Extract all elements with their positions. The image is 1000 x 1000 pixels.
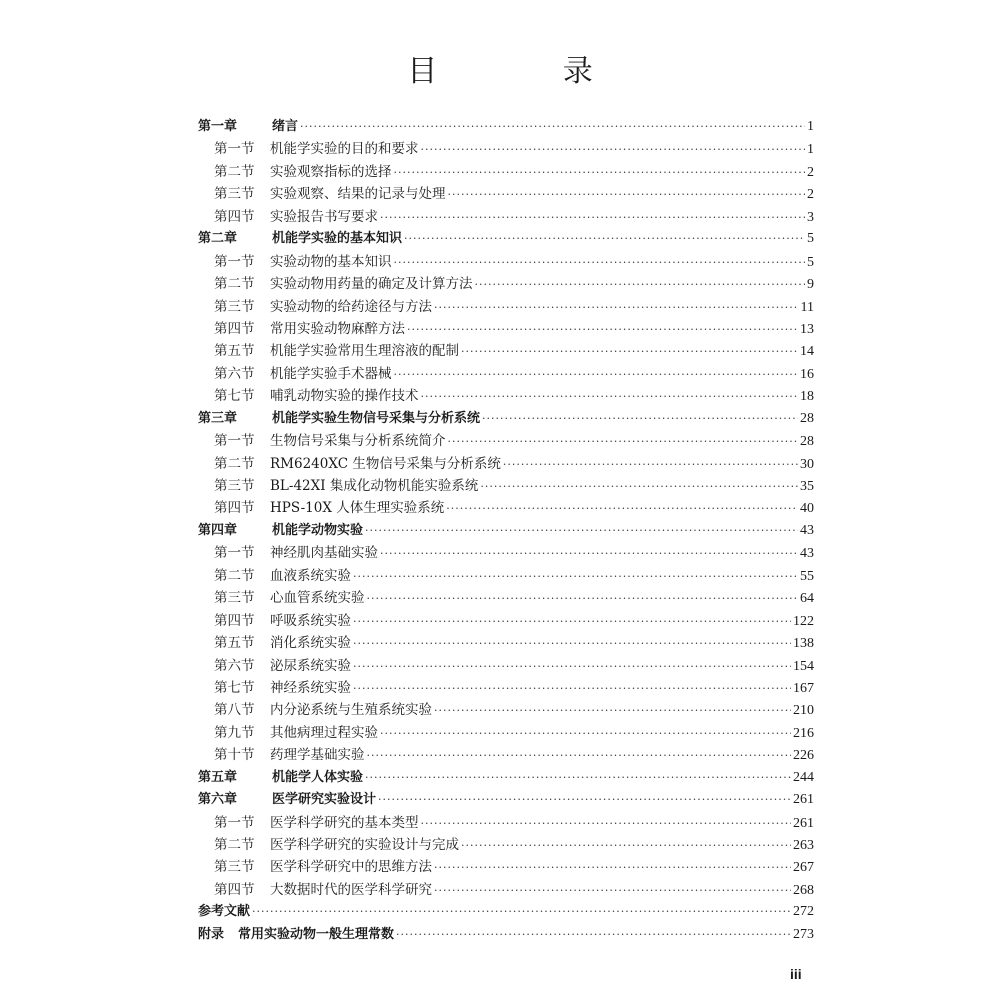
toc-chapter-entry[interactable] xyxy=(198,228,814,250)
toc-entry-number: 第二章 xyxy=(198,231,238,247)
toc-section-entry[interactable] xyxy=(198,722,814,744)
toc-entry-page: 210 xyxy=(793,703,814,719)
toc-entry-number: 第十节 xyxy=(214,747,255,764)
dot-leader xyxy=(434,880,791,902)
toc-section-entry[interactable] xyxy=(198,340,814,362)
toc-entry-number: 第一节 xyxy=(214,141,255,158)
toc-entry-title: 实验报告书写要求 xyxy=(270,208,378,225)
toc-entry-page: 2 xyxy=(807,187,814,203)
toc-entry-page: 261 xyxy=(793,815,814,831)
toc-entry-title: 呼吸系统实验 xyxy=(270,612,351,629)
toc-entry-title: 绪言 xyxy=(272,119,299,134)
toc-entry-number: 第四节 xyxy=(214,881,255,898)
dot-leader xyxy=(367,588,799,610)
toc-section-entry[interactable] xyxy=(198,812,814,834)
toc-entry-title: 消化系统实验 xyxy=(270,635,351,652)
dot-leader xyxy=(407,319,798,341)
toc-entry-title: 哺乳动物实验的操作技术 xyxy=(270,388,419,405)
toc-section-entry[interactable] xyxy=(198,856,814,878)
dot-leader xyxy=(394,364,799,386)
toc-entry-title: 医学研究实验设计 xyxy=(272,792,377,808)
toc-entry-title: 机能学实验的基本知识 xyxy=(272,231,403,247)
toc-entry-page: 154 xyxy=(793,658,814,674)
dot-leader xyxy=(394,252,806,274)
toc-entry-number: 第一节 xyxy=(214,814,255,831)
toc-entry-page: 267 xyxy=(793,860,814,876)
toc-entry-title: 常用实验动物麻醉方法 xyxy=(270,320,405,337)
toc-entry-title: 实验动物的给药途径与方法 xyxy=(270,298,432,315)
toc-section-entry[interactable] xyxy=(198,497,814,519)
dot-leader xyxy=(252,901,791,923)
toc-section-entry[interactable] xyxy=(198,251,814,273)
toc-entry-title: 心血管系统实验 xyxy=(270,590,365,607)
dot-leader xyxy=(461,341,798,363)
toc-entry-page: 35 xyxy=(800,479,814,494)
toc-entry-page: 216 xyxy=(793,725,814,741)
dot-leader xyxy=(448,184,806,206)
dot-leader xyxy=(421,386,799,408)
toc-entry-page: 244 xyxy=(793,769,814,785)
toc-section-entry[interactable] xyxy=(198,318,814,340)
toc-entry-number: 第九节 xyxy=(214,724,255,741)
toc-entry-number: 第一章 xyxy=(198,119,238,134)
page-title: 目 录 xyxy=(407,54,651,89)
toc-section-entry[interactable] xyxy=(198,296,814,318)
toc-chapter-entry[interactable] xyxy=(198,408,814,430)
toc-entry-page: 9 xyxy=(807,277,814,293)
table-of-contents xyxy=(198,116,814,946)
toc-entry-page: 1 xyxy=(807,119,814,134)
toc-section-entry[interactable] xyxy=(198,879,814,901)
toc-section-entry[interactable] xyxy=(198,363,814,385)
toc-entry-page: 5 xyxy=(807,231,814,247)
toc-entry-number: 第二节 xyxy=(214,837,255,853)
toc-entry-page: 226 xyxy=(793,748,814,764)
toc-section-entry[interactable] xyxy=(198,475,814,497)
toc-section-entry[interactable] xyxy=(198,206,814,228)
toc-entry-title: 机能学实验常用生理溶液的配制 xyxy=(270,343,459,360)
toc-entry-number: 第八节 xyxy=(214,702,255,719)
toc-entry-number: 第四章 xyxy=(198,522,238,538)
toc-entry-page: 64 xyxy=(800,591,814,607)
toc-entry-number: 第七节 xyxy=(214,388,255,405)
toc-chapter-entry[interactable] xyxy=(198,520,814,542)
dot-leader xyxy=(434,857,791,879)
toc-entry-number: 第六章 xyxy=(198,792,238,808)
toc-entry-page: 138 xyxy=(793,636,814,652)
toc-entry-title: 药理学基础实验 xyxy=(270,747,365,764)
toc-entry-page: 167 xyxy=(793,680,814,696)
dot-leader xyxy=(300,116,805,138)
toc-entry-page: 28 xyxy=(800,434,814,450)
dot-leader xyxy=(434,700,791,722)
toc-entry-title: 参考文献 xyxy=(198,904,251,920)
toc-entry-page: 122 xyxy=(793,613,814,629)
dot-leader xyxy=(353,611,791,633)
dot-leader xyxy=(367,745,792,767)
dot-leader xyxy=(421,139,806,161)
toc-entry-number: 第二节 xyxy=(214,163,255,180)
toc-entry-title: 生物信号采集与分析系统简介 xyxy=(270,433,446,450)
toc-entry-page: 3 xyxy=(807,209,814,225)
dot-leader xyxy=(353,678,791,700)
toc-section-entry[interactable] xyxy=(198,655,814,677)
toc-entry-title: 机能学动物实验 xyxy=(272,522,364,538)
toc-section-entry[interactable] xyxy=(198,744,814,766)
toc-entry-number: 第三节 xyxy=(214,298,255,315)
toc-entry-number: 第二节 xyxy=(214,455,255,472)
toc-section-entry[interactable] xyxy=(198,834,814,856)
toc-section-entry[interactable] xyxy=(198,183,814,205)
toc-section-entry[interactable] xyxy=(198,138,814,160)
toc-section-entry[interactable] xyxy=(198,677,814,699)
toc-entry-number: 第四节 xyxy=(214,612,255,629)
toc-entry-title: 机能学实验的目的和要求 xyxy=(270,141,419,158)
toc-entry-title: BL-42XI 集成化动物机能实验系统 xyxy=(270,478,479,494)
toc-entry-number: 第七节 xyxy=(214,679,255,696)
dot-leader xyxy=(365,767,791,789)
toc-entry-title: 医学科学研究中的思维方法 xyxy=(270,859,432,876)
toc-chapter-entry[interactable] xyxy=(198,116,814,138)
toc-entry-page: 18 xyxy=(800,389,814,405)
dot-leader xyxy=(503,454,798,476)
toc-entry-number: 第五章 xyxy=(198,769,238,785)
dot-leader xyxy=(365,520,798,542)
toc-section-entry[interactable] xyxy=(198,699,814,721)
dot-leader xyxy=(404,228,805,250)
toc-chapter-entry[interactable] xyxy=(198,924,814,946)
toc-entry-title: 医学科学研究的实验设计与完成 xyxy=(270,837,459,853)
toc-entry-page: 43 xyxy=(800,546,814,562)
toc-entry-number: 第六节 xyxy=(214,657,255,674)
toc-entry-title: 内分泌系统与生殖系统实验 xyxy=(270,702,432,719)
toc-section-entry[interactable] xyxy=(198,632,814,654)
toc-entry-page: 43 xyxy=(800,522,814,538)
toc-entry-number: 第三节 xyxy=(214,478,255,494)
toc-entry-number: 第二节 xyxy=(214,567,255,584)
dot-leader xyxy=(434,297,799,319)
toc-entry-title: 实验观察、结果的记录与处理 xyxy=(270,186,446,203)
toc-entry-number: 第四节 xyxy=(214,320,255,337)
toc-entry-title: 机能学实验生物信号采集与分析系统 xyxy=(272,410,481,426)
toc-section-entry[interactable] xyxy=(198,587,814,609)
toc-entry-number: 第六节 xyxy=(214,365,255,382)
toc-entry-page: 13 xyxy=(800,321,814,337)
toc-section-entry[interactable] xyxy=(198,430,814,452)
toc-entry-page: 5 xyxy=(807,254,814,270)
toc-entry-number: 第三节 xyxy=(214,859,255,876)
dot-leader xyxy=(482,408,798,430)
toc-entry-number: 第三节 xyxy=(214,186,255,203)
toc-chapter-entry[interactable] xyxy=(198,767,814,789)
dot-leader xyxy=(380,207,805,229)
dot-leader xyxy=(480,476,798,498)
dot-leader xyxy=(353,633,791,655)
toc-entry-page: 1 xyxy=(807,142,814,158)
toc-entry-page: 40 xyxy=(800,501,814,517)
toc-entry-title: 神经肌肉基础实验 xyxy=(270,545,378,562)
toc-entry-title: 常用实验动物一般生理常数 xyxy=(238,926,395,942)
toc-entry-title: 泌尿系统实验 xyxy=(270,657,351,674)
toc-section-entry[interactable] xyxy=(198,161,814,183)
dot-leader xyxy=(396,924,791,946)
toc-chapter-entry[interactable] xyxy=(198,901,814,923)
page-number: iii xyxy=(790,966,802,982)
toc-entry-page: 14 xyxy=(800,344,814,360)
toc-entry-title: 大数据时代的医学科学研究 xyxy=(270,881,432,898)
dot-leader xyxy=(461,835,791,857)
dot-leader xyxy=(353,656,791,678)
dot-leader xyxy=(353,566,798,588)
toc-entry-title: 机能学实验手术器械 xyxy=(270,365,392,382)
toc-entry-page: 55 xyxy=(800,568,814,584)
toc-entry-title: RM6240XC 生物信号采集与分析系统 xyxy=(270,455,501,472)
toc-entry-page: 263 xyxy=(793,838,814,853)
toc-entry-title: 机能学人体实验 xyxy=(272,769,364,785)
toc-section-entry[interactable] xyxy=(198,542,814,564)
toc-entry-number: 第一节 xyxy=(214,433,255,450)
dot-leader xyxy=(448,431,799,453)
dot-leader xyxy=(446,498,798,520)
toc-section-entry[interactable] xyxy=(198,453,814,475)
toc-entry-page: 273 xyxy=(793,926,814,942)
toc-entry-page: 272 xyxy=(793,904,814,920)
dot-leader xyxy=(380,543,798,565)
dot-leader xyxy=(421,813,792,835)
toc-section-entry[interactable] xyxy=(198,273,814,295)
toc-entry-title: 实验观察指标的选择 xyxy=(270,163,392,180)
dot-leader xyxy=(380,723,791,745)
toc-entry-page: 268 xyxy=(793,882,814,898)
toc-entry-number: 第三节 xyxy=(214,590,255,607)
dot-leader xyxy=(475,274,806,296)
toc-entry-page: 28 xyxy=(800,410,814,426)
toc-chapter-entry[interactable] xyxy=(198,789,814,811)
toc-entry-number: 第一节 xyxy=(214,545,255,562)
toc-entry-number: 第一节 xyxy=(214,253,255,270)
dot-leader xyxy=(378,789,791,811)
toc-entry-number: 第三章 xyxy=(198,410,238,426)
toc-entry-number: 第四节 xyxy=(214,208,255,225)
toc-entry-title: HPS-10X 人体生理实验系统 xyxy=(270,500,445,517)
toc-entry-page: 30 xyxy=(800,456,814,472)
toc-entry-title: 神经系统实验 xyxy=(270,679,351,696)
toc-entry-title: 其他病理过程实验 xyxy=(270,724,378,741)
toc-entry-number: 第四节 xyxy=(214,500,255,517)
toc-entry-page: 16 xyxy=(800,366,814,382)
toc-entry-title: 实验动物的基本知识 xyxy=(270,253,392,270)
toc-section-entry[interactable] xyxy=(198,565,814,587)
toc-entry-number: 第五节 xyxy=(214,343,255,360)
toc-entry-number: 第五节 xyxy=(214,635,255,652)
toc-entry-title: 医学科学研究的基本类型 xyxy=(270,814,419,831)
toc-entry-title: 实验动物用药量的确定及计算方法 xyxy=(270,276,473,293)
toc-entry-number: 第二节 xyxy=(214,276,255,293)
toc-entry-page: 2 xyxy=(807,164,814,180)
toc-entry-page: 11 xyxy=(800,299,814,315)
toc-entry-page: 261 xyxy=(793,792,814,808)
toc-section-entry[interactable] xyxy=(198,610,814,632)
toc-entry-title: 血液系统实验 xyxy=(270,567,351,584)
toc-entry-number: 附录 xyxy=(198,926,225,942)
toc-section-entry[interactable] xyxy=(198,385,814,407)
dot-leader xyxy=(394,162,806,184)
